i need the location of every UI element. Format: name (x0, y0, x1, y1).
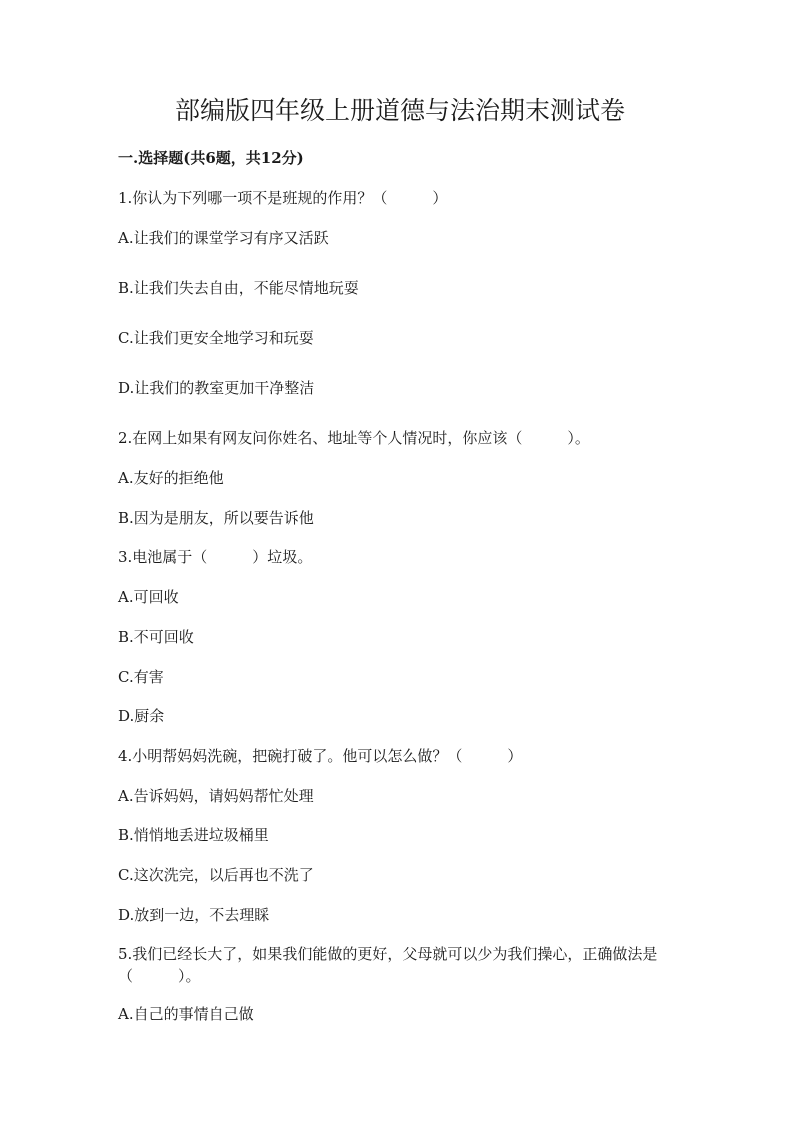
page-title: 部编版四年级上册道德与法治期末测试卷 (174, 96, 625, 125)
question-4-option-a: A.告诉妈妈，请妈妈帮忙处理 (118, 787, 314, 805)
question-4-option-b: B.悄悄地丢进垃圾桶里 (118, 826, 269, 844)
question-4-stem: 4.小明帮妈妈洗碗，把碗打破了。他可以怎么做？（ ） (118, 747, 523, 765)
question-1-option-a: A.让我们的课堂学习有序又活跃 (118, 229, 329, 247)
question-3-option-b: B.不可回收 (118, 628, 194, 646)
question-4-option-d: D.放到一边，不去理睬 (118, 906, 270, 924)
question-5-option-a: A.自己的事情自己做 (118, 1005, 254, 1023)
question-2-stem: 2.在网上如果有网友问你姓名、地址等个人情况时，你应该（ ）。 (118, 429, 590, 447)
question-4-option-c: C.这次洗完，以后再也不洗了 (118, 866, 314, 884)
question-2-option-b: B.因为是朋友，所以要告诉他 (118, 509, 314, 527)
question-3-stem: 3.电池属于（ ）垃圾。 (118, 548, 313, 566)
question-1-option-c: C.让我们更安全地学习和玩耍 (118, 329, 314, 347)
question-1-stem: 1.你认为下列哪一项不是班规的作用？（ ） (118, 189, 448, 207)
section-heading: 一.选择题(共6题，共12分) (118, 149, 304, 167)
question-2-option-a: A.友好的拒绝他 (118, 469, 224, 487)
question-3-option-a: A.可回收 (118, 588, 179, 606)
question-1-option-b: B.让我们失去自由，不能尽情地玩耍 (118, 279, 359, 297)
question-1-option-d: D.让我们的教室更加干净整洁 (118, 379, 315, 397)
question-5-stem: 5.我们已经长大了，如果我们能做的更好，父母就可以少为我们操心，正确做法是（ ）。 (118, 945, 658, 985)
question-3-option-d: D.厨余 (118, 707, 165, 725)
question-3-option-c: C.有害 (118, 668, 164, 686)
